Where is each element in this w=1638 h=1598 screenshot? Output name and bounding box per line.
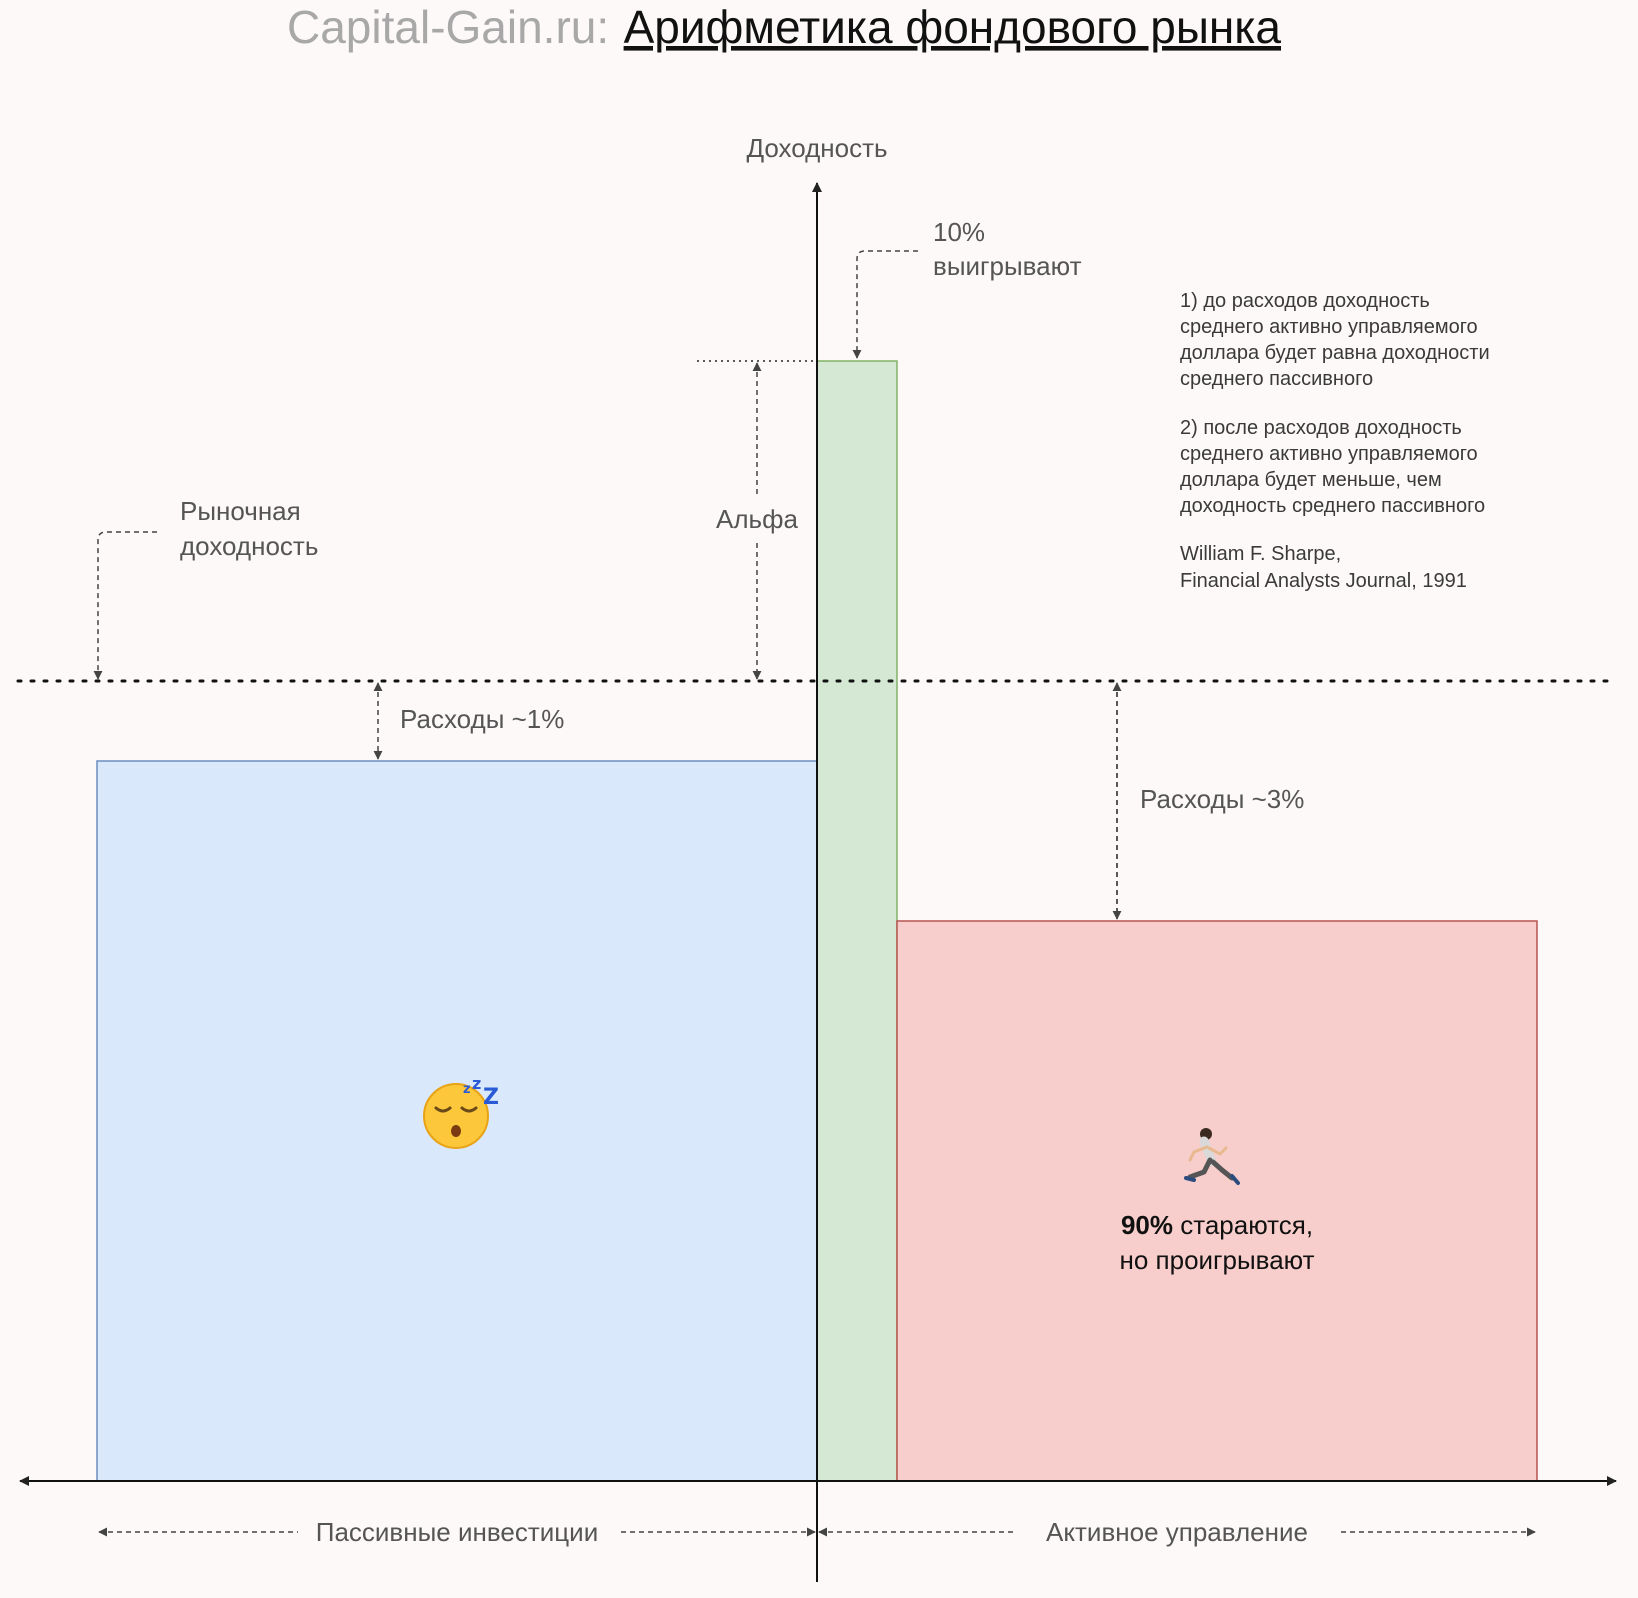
note-point2-line3: доллара будет меньше, чем <box>1180 469 1442 491</box>
note-point1-line4: среднего пассивного <box>1180 368 1374 390</box>
title-main: Арифметика фондового рынка <box>623 1 1282 53</box>
winners-label-line2: выигрывают <box>933 251 1082 281</box>
note-point1-line3: доллара будет равна доходности <box>1180 342 1490 364</box>
alpha-label: Альфа <box>716 504 798 534</box>
note-point2-line2: среднего активно управляемого <box>1180 443 1478 465</box>
passive-range-label: Пассивные инвестиции <box>315 1517 599 1547</box>
note-source-line2: Financial Analysts Journal, 1991 <box>1180 570 1467 592</box>
losers-label-line1 <box>1121 1210 1313 1240</box>
winners-callout-arrow <box>857 251 918 358</box>
svg-text:z: z <box>463 1082 471 1097</box>
losers-bar <box>897 921 1537 1481</box>
losers-verb: стараются, <box>1172 1210 1314 1240</box>
market-return-callout-arrow <box>98 532 157 679</box>
note-point2-line1: 2) после расходов доходность <box>1180 417 1462 439</box>
y-axis-label: Доходность <box>746 133 888 163</box>
sharpe-note <box>1180 290 1490 592</box>
title-site: Capital-Gain.ru: <box>287 1 610 53</box>
winners-bar <box>817 361 897 1481</box>
passive-costs-label: Расходы ~1% <box>400 704 565 734</box>
losers-percent: 90% <box>1120 1210 1173 1240</box>
active-costs-label: Расходы ~3% <box>1140 784 1305 814</box>
winners-label-line1: 10% <box>933 217 986 247</box>
losers-label-line2: но проигрывают <box>1119 1245 1315 1275</box>
active-range-label: Активное управление <box>1046 1517 1308 1547</box>
svg-text:Z: Z <box>483 1085 499 1110</box>
page-title <box>287 1 1281 53</box>
note-source-line1: William F. Sharpe, <box>1180 543 1342 565</box>
note-point2-line4: доходность среднего пассивного <box>1180 495 1486 517</box>
note-point1-line2: среднего активно управляемого <box>1180 316 1478 338</box>
market-return-label-line2: доходность <box>180 531 319 561</box>
market-return-label-line1: Рыночная <box>180 496 301 526</box>
svg-text:z: z <box>472 1074 482 1093</box>
note-point1-line1: 1) до расходов доходность <box>1180 290 1430 312</box>
